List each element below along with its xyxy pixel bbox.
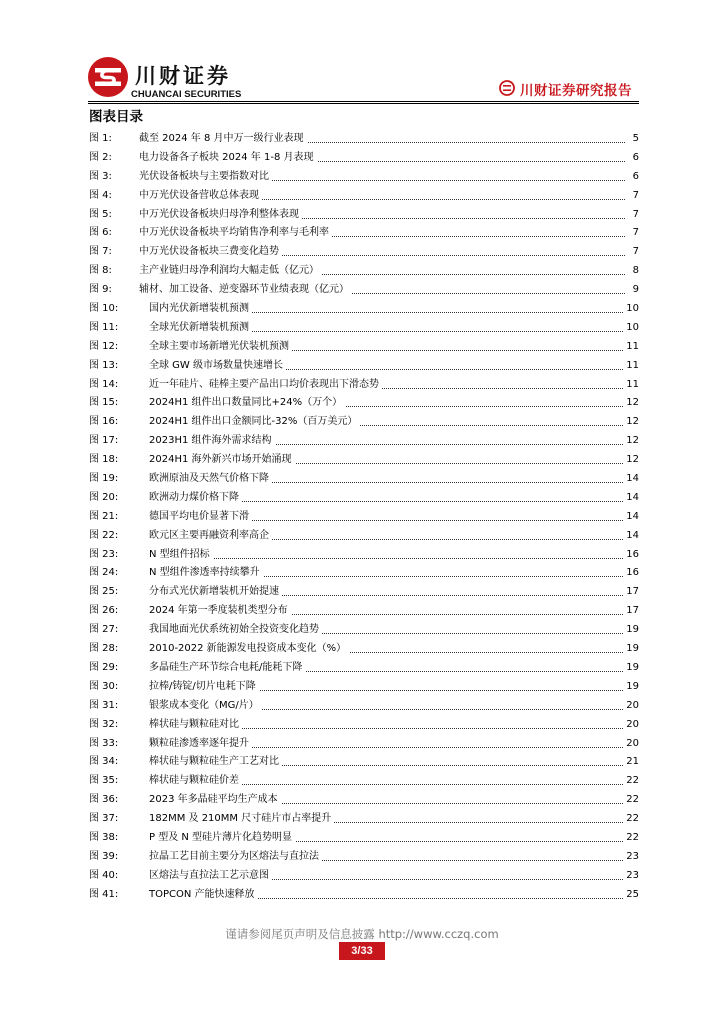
toc-figure-title[interactable]: 欧元区主要再融资利率高企	[149, 527, 272, 545]
toc-figure-title[interactable]: 2023H1 组件海外需求结构	[149, 432, 275, 450]
toc-figure-number: 图 29:	[89, 661, 119, 673]
toc-row[interactable]	[89, 394, 639, 413]
toc-figure-number: 图 32:	[89, 718, 119, 730]
footer-disclaimer: 谨请参阅尾页声明及信息披露 http://www.cczq.com	[225, 927, 499, 941]
toc-page-number: 14	[623, 470, 639, 488]
toc-page-number: 22	[623, 810, 639, 828]
toc-figure-title[interactable]: 全球 GW 级市场数量快速增长	[149, 357, 286, 375]
toc-row[interactable]	[89, 130, 639, 149]
toc-figure-number: 图 4:	[89, 189, 112, 201]
toc-page-number: 7	[630, 187, 639, 205]
toc-row[interactable]	[89, 583, 639, 602]
toc-page-number: 12	[623, 451, 639, 469]
toc-row[interactable]	[89, 338, 639, 357]
toc-page-number: 21	[623, 753, 639, 771]
toc-page-number: 20	[623, 716, 639, 734]
toc-figure-title[interactable]: 辅材、加工设备、逆变器环节业绩表现（亿元）	[139, 281, 352, 299]
toc-row[interactable]	[89, 659, 639, 678]
toc-page-number: 23	[623, 867, 639, 885]
toc-page-number: 14	[623, 508, 639, 526]
toc-row[interactable]	[89, 791, 639, 810]
toc-figure-title[interactable]: 全球光伏新增装机预测	[149, 319, 252, 337]
toc-page-number: 20	[623, 697, 639, 715]
report-title: 川财证券研究报告	[520, 83, 632, 99]
toc-figure-number: 图 40:	[89, 869, 119, 881]
toc-figure-title[interactable]: 2024H1 组件出口数量同比+24%（万个）	[149, 394, 345, 412]
toc-page-number: 12	[623, 394, 639, 412]
toc-figure-title[interactable]: 中万光伏设备板块平均销售净利率与毛利率	[139, 224, 332, 242]
toc-figure-number: 图 13:	[89, 359, 119, 371]
logo-chinese-name: 川财证券	[135, 64, 231, 88]
toc-row[interactable]	[89, 262, 639, 281]
toc-page-number: 11	[623, 376, 639, 394]
toc-page-number: 16	[623, 546, 639, 564]
toc-row[interactable]	[89, 168, 639, 187]
toc-figure-number: 图 10:	[89, 303, 119, 315]
toc-page-number: 25	[623, 886, 639, 904]
toc-figure-number: 图 36:	[89, 794, 119, 806]
toc-page-number: 6	[630, 168, 639, 186]
toc-page-number: 17	[623, 602, 639, 620]
toc-figure-number: 图 3:	[89, 170, 112, 182]
toc-row[interactable]	[89, 527, 639, 546]
toc-figure-title[interactable]: 182MM 及 210MM 尺寸硅片市占率提升	[149, 810, 334, 828]
toc-row[interactable]	[89, 716, 639, 735]
toc-page-number: 12	[623, 432, 639, 450]
toc-page-number: 11	[623, 338, 639, 356]
toc-page-number: 19	[623, 678, 639, 696]
toc-figure-title[interactable]: 多晶硅生产环节综合电耗/能耗下降	[149, 659, 305, 677]
toc-figure-number: 图 5:	[89, 208, 112, 220]
toc-figure-number: 图 15:	[89, 397, 119, 409]
toc-page-number: 5	[630, 130, 639, 148]
toc-figure-number: 图 19:	[89, 473, 119, 485]
toc-figure-number: 图 26:	[89, 605, 119, 617]
toc-row[interactable]	[89, 357, 639, 376]
logo-english-name: CHUANCAI SECURITIES	[131, 89, 242, 100]
toc-figure-number: 图 27:	[89, 624, 119, 636]
toc-figure-title[interactable]: 银浆成本变化（MG/片）	[149, 697, 262, 715]
toc-figure-title[interactable]: 棒状硅与颗粒硅价差	[149, 772, 242, 790]
toc-figure-number: 图 39:	[89, 850, 119, 862]
toc-row[interactable]	[89, 867, 639, 886]
toc-figure-title[interactable]: 欧洲原油及天然气价格下降	[149, 470, 272, 488]
toc-row[interactable]	[89, 886, 639, 905]
toc-row[interactable]	[89, 413, 639, 432]
toc-figure-number: 图 38:	[89, 831, 119, 843]
toc-row[interactable]	[89, 772, 639, 791]
toc-page-number: 14	[623, 489, 639, 507]
toc-figure-number: 图 9:	[89, 284, 112, 296]
toc-figure-number: 图 21:	[89, 510, 119, 522]
chuancai-logo-icon	[87, 56, 129, 98]
toc-figure-title[interactable]: TOPCON 产能快速释放	[149, 886, 258, 904]
toc-figure-title[interactable]: 电力设备各子板块 2024 年 1-8 月表现	[139, 149, 317, 167]
toc-page-number: 12	[623, 413, 639, 431]
toc-figure-number: 图 2:	[89, 151, 112, 163]
page-header	[0, 0, 724, 105]
toc-row[interactable]	[89, 546, 639, 565]
toc-page-number: 6	[630, 149, 639, 167]
toc-row[interactable]	[89, 753, 639, 772]
report-badge-icon	[499, 80, 515, 96]
toc-figure-number: 图 12:	[89, 340, 119, 352]
toc-figure-number: 图 25:	[89, 586, 119, 598]
toc-figure-number: 图 17:	[89, 435, 119, 447]
toc-figure-number: 图 1:	[89, 133, 112, 144]
toc-page-number: 7	[630, 243, 639, 261]
toc-figure-number: 图 28:	[89, 643, 119, 655]
toc-page-number: 17	[623, 583, 639, 601]
toc-page-number: 20	[623, 735, 639, 753]
toc-row[interactable]	[89, 829, 639, 848]
header-divider-secondary	[88, 103, 639, 104]
toc-figure-number: 图 11:	[89, 321, 119, 333]
toc-row[interactable]	[89, 432, 639, 451]
toc-figure-title[interactable]: 截至 2024 年 8 月中万一级行业表现	[139, 130, 307, 148]
toc-figure-title[interactable]: 中万光伏设备板块归母净利整体表现	[139, 206, 302, 224]
toc-figure-title[interactable]: 中万光伏设备营收总体表现	[139, 187, 262, 205]
toc-leader-dots	[149, 558, 625, 559]
toc-page-number: 16	[623, 564, 639, 582]
toc-page-number: 10	[623, 300, 639, 318]
toc-row[interactable]	[89, 508, 639, 527]
header-divider	[88, 101, 639, 102]
toc-figure-number: 图 33:	[89, 737, 119, 749]
toc-row[interactable]	[89, 206, 639, 225]
toc-figure-title[interactable]: 棒状硅与颗粒硅对比	[149, 716, 242, 734]
toc-figure-title[interactable]: 2010-2022 新能源发电投资成本变化（%）	[149, 640, 349, 658]
toc-figure-number: 图 22:	[89, 529, 119, 541]
toc-figure-title[interactable]: 2024H1 海外新兴市场开始涌现	[149, 451, 295, 469]
toc-figure-title[interactable]: N 型组件招标	[149, 546, 213, 564]
toc-row[interactable]	[89, 319, 639, 338]
toc-figure-number: 图 24:	[89, 567, 119, 579]
toc-page-number: 23	[623, 848, 639, 866]
toc-row[interactable]	[89, 697, 639, 716]
toc-figure-title[interactable]: 拉棒/铸锭/切片电耗下降	[149, 678, 259, 696]
toc-figure-number: 图 14:	[89, 378, 119, 390]
toc-figure-number: 图 34:	[89, 756, 119, 768]
toc-figure-title[interactable]: 欧洲动力煤价格下降	[149, 489, 242, 507]
toc-figure-title[interactable]: 近一年硅片、硅棒主要产品出口均价表现出下滑态势	[149, 376, 382, 394]
toc-row[interactable]	[89, 187, 639, 206]
toc-figure-title[interactable]: 分布式光伏新增装机开始提速	[149, 583, 282, 601]
toc-figure-number: 图 23:	[89, 548, 119, 560]
toc-page-number: 14	[623, 527, 639, 545]
toc-page-number: 22	[623, 791, 639, 809]
toc-page-number: 11	[623, 357, 639, 375]
toc-row[interactable]	[89, 243, 639, 262]
toc-row[interactable]	[89, 735, 639, 754]
toc-row[interactable]	[89, 376, 639, 395]
toc-figure-title[interactable]: 中万光伏设备板块三费变化趋势	[139, 243, 282, 261]
toc-figure-title[interactable]: 光伏设备板块与主要指数对比	[139, 168, 272, 186]
toc-row[interactable]	[89, 451, 639, 470]
toc-figure-title[interactable]: 德国平均电价显著下滑	[149, 508, 252, 526]
toc-page-number: 19	[623, 659, 639, 677]
toc-row[interactable]	[89, 848, 639, 867]
toc-figure-number: 图 30:	[89, 680, 119, 692]
toc-figure-number: 图 41:	[89, 888, 119, 900]
toc-page-number: 7	[630, 206, 639, 224]
toc-row[interactable]	[89, 621, 639, 640]
toc-row[interactable]	[89, 810, 639, 829]
toc-figure-number: 图 16:	[89, 416, 119, 428]
toc-heading: 图表目录	[89, 109, 143, 125]
toc-page-number: 22	[623, 772, 639, 790]
toc-figure-number: 图 8:	[89, 265, 112, 277]
toc-figure-number: 图 7:	[89, 246, 112, 258]
toc-row[interactable]	[89, 602, 639, 621]
toc-page-number: 19	[623, 640, 639, 658]
toc-page-number: 10	[623, 319, 639, 337]
toc-figure-number: 图 20:	[89, 491, 119, 503]
toc-figure-title[interactable]: 主产业链归母净利润均大幅走低（亿元）	[139, 262, 322, 280]
toc-figure-title[interactable]: 2024 年第一季度装机类型分布	[149, 602, 291, 620]
toc-row[interactable]	[89, 281, 639, 300]
toc-figure-number: 图 6:	[89, 227, 112, 239]
toc-figure-title[interactable]: 棒状硅与颗粒硅生产工艺对比	[149, 753, 282, 771]
toc-figure-title[interactable]: P 型及 N 型硅片薄片化趋势明显	[149, 829, 295, 847]
toc-page-number: 19	[623, 621, 639, 639]
toc-figure-title[interactable]: N 型组件渗透率持续攀升	[149, 564, 263, 582]
toc-figure-number: 图 18:	[89, 454, 119, 466]
toc-figure-title[interactable]: 2023 年多晶硅平均生产成本	[149, 791, 281, 809]
toc-row[interactable]	[89, 489, 639, 508]
toc-row[interactable]	[89, 564, 639, 583]
toc-figure-title[interactable]: 全球主要市场新增光伏装机预测	[149, 338, 292, 356]
toc-row[interactable]	[89, 470, 639, 489]
page-number: 3/33	[339, 942, 385, 960]
toc-figure-title[interactable]: 国内光伏新增装机预测	[149, 300, 252, 318]
toc-page-number: 22	[623, 829, 639, 847]
toc-row[interactable]	[89, 300, 639, 319]
toc-row[interactable]	[89, 224, 639, 243]
toc-row[interactable]	[89, 640, 639, 659]
toc-figure-title[interactable]: 2024H1 组件出口金额同比-32%（百万美元）	[149, 413, 360, 431]
toc-figure-title[interactable]: 拉晶工艺目前主要分为区熔法与直拉法	[149, 848, 322, 866]
toc-figure-number: 图 37:	[89, 813, 119, 825]
toc-page-number: 8	[630, 262, 639, 280]
toc-page-number: 9	[630, 281, 639, 299]
toc-figure-number: 图 31:	[89, 699, 119, 711]
toc-row[interactable]	[89, 678, 639, 697]
toc-row[interactable]	[89, 149, 639, 168]
table-of-figures	[89, 130, 639, 905]
toc-figure-number: 图 35:	[89, 775, 119, 787]
toc-figure-title[interactable]: 我国地面光伏系统初始全投资变化趋势	[149, 621, 322, 639]
toc-page-number: 7	[630, 224, 639, 242]
toc-figure-title[interactable]: 区熔法与直拉法工艺示意图	[149, 867, 272, 885]
toc-figure-title[interactable]: 颗粒硅渗透率逐年提升	[149, 735, 252, 753]
